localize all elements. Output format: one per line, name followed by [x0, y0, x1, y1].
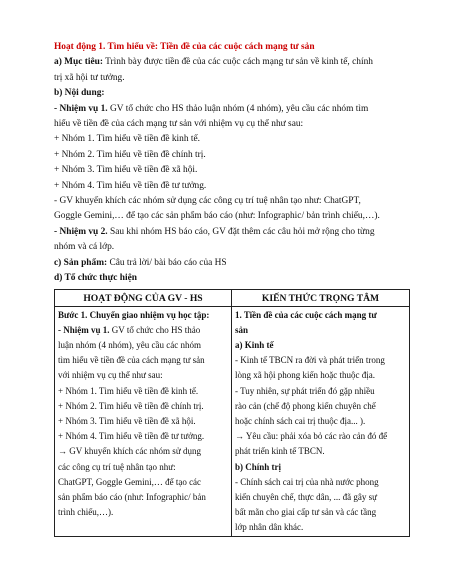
requirement-line: phát triển kinh tế TBCN. [235, 446, 325, 457]
right-cell [232, 306, 410, 536]
requirement-line: → Yêu cầu: phải xóa bỏ các rào cản đó để [235, 431, 388, 442]
ai-line-2: Goggle Gemini,… để tạo các sản phẩm báo cáo (như: Infographic/ bản trình chiếu,…). [54, 211, 380, 222]
task2-label: - Nhiệm vụ 2. [54, 226, 108, 237]
header-teacher-student: HOẠT ĐỘNG CỦA GV - HS [55, 289, 232, 306]
left-line: với nhiệm vụ cụ thể như sau: [58, 370, 163, 381]
left-line: luận nhóm (4 nhóm), yêu cầu các nhóm [58, 339, 201, 350]
document-page [54, 40, 409, 537]
goal-line-1 [54, 55, 409, 70]
economy-line: rào cản (chế độ phong kiến chuyên chế [235, 400, 376, 411]
economy-line: lòng xã hội phong kiến hoặc thuộc địa. [235, 370, 375, 381]
task1-text-2: hiểu về tiền đề của cách mạng tư sản với nhiệm vụ cụ thể như sau: [54, 119, 304, 130]
task2-text-1: Sau khi nhóm HS báo cáo, GV đặt thêm các câu hỏi mở rộng cho từng [110, 226, 375, 237]
task1-text-1: GV tổ chức cho HS thảo luận nhóm (4 nhóm), yêu cầu các nhóm tìm [110, 103, 369, 114]
group-1: + Nhóm 1. Tìm hiểu về tiền đề kinh tế. [54, 134, 200, 145]
product-text: Câu trả lời/ bài báo cáo của HS [109, 257, 227, 268]
economy-line: - Kinh tế TBCN ra đời và phát triển trong [235, 355, 385, 366]
group-3: + Nhóm 3. Tìm hiểu về tiền đề xã hội. [54, 165, 198, 176]
left-line: trình chiếu,…). [58, 507, 114, 518]
group-2: + Nhóm 2. Tìm hiểu về tiền đề chính trị. [54, 149, 206, 160]
politics-line: lớp nhân dân khác. [235, 522, 304, 533]
politics-label: b) Chính trị [235, 461, 282, 472]
task1-line-1 [54, 102, 409, 117]
left-line: → GV khuyến khích các nhóm sử dụng [58, 446, 201, 457]
left-task1-label: - Nhiệm vụ 1. [58, 324, 110, 335]
left-line: + Nhóm 1. Tìm hiểu về tiền đề kinh tế. [58, 385, 199, 396]
product-line [54, 256, 409, 271]
task1-label: - Nhiệm vụ 1. [54, 103, 108, 114]
economy-line: hoặc chính sách cai trị thuộc địa... ). [235, 415, 366, 426]
right-title-2: sản [235, 324, 249, 335]
politics-line: bất mãn cho giai cấp tư sản và các tầng [235, 507, 377, 518]
task2-text-2: nhóm và cá lớp. [54, 242, 115, 253]
step-1: Bước 1. Chuyển giao nhiệm vụ học tập: [58, 309, 210, 320]
table-row [55, 306, 410, 536]
goal-text-1: Trình bày được tiền đề của các cuộc cách mạng tư sản về kinh tế, chính [105, 57, 373, 68]
activity-heading: Hoạt động 1. Tìm hiểu về: Tiền đề của các cuộc cách mạng tư sản [54, 42, 315, 52]
content-label: b) Nội dung: [54, 88, 105, 99]
left-task1-text: GV tổ chức cho HS thảo [111, 324, 201, 335]
goal-label: a) Mục tiêu: [54, 57, 103, 68]
left-line: ChatGPT, Goggle Gemini,… để tạo các [58, 476, 202, 487]
left-line: tìm hiểu về tiền đề của cách mạng tư sản [58, 355, 205, 366]
ai-line-1: - GV khuyến khích các nhóm sử dụng các công cụ trí tuệ nhân tạo như: ChatGPT, [54, 196, 361, 207]
left-line: + Nhóm 4. Tìm hiểu về tiền đề tư tưởng. [58, 431, 205, 442]
left-task1-line [58, 323, 228, 338]
goal-text-2: trị xã hội tư tưởng. [54, 72, 125, 83]
left-line: sản phẩm báo cáo (như: Infographic/ bản [58, 491, 206, 502]
left-line: + Nhóm 3. Tìm hiểu về tiền đề xã hội. [58, 415, 196, 426]
left-line: + Nhóm 2. Tìm hiểu về tiền đề chính trị. [58, 400, 204, 411]
organize-label: d) Tổ chức thực hiện [54, 273, 137, 284]
politics-line: - Chính sách cai trị của nhà nước phong [235, 476, 379, 487]
left-line: các công cụ trí tuệ nhân tạo như: [58, 461, 176, 472]
product-label: c) Sản phẩm: [54, 257, 108, 268]
activity-table [54, 289, 410, 537]
task2-line-1 [54, 225, 409, 240]
politics-line: kiến chuyên chế, thực dân, ... đã gây sự [235, 491, 377, 502]
economy-label: a) Kinh tế [235, 339, 274, 350]
left-cell [55, 306, 232, 536]
economy-line: - Tuy nhiên, sự phát triển đó gặp nhiều [235, 385, 375, 396]
header-key-knowledge: KIẾN THỨC TRỌNG TÂM [232, 289, 410, 306]
table-header-row [55, 289, 410, 306]
group-4: + Nhóm 4. Tìm hiểu về tiền đề tư tưởng. [54, 180, 207, 191]
right-title-1: 1. Tiền đề của các cuộc cách mạng tư [235, 309, 377, 320]
